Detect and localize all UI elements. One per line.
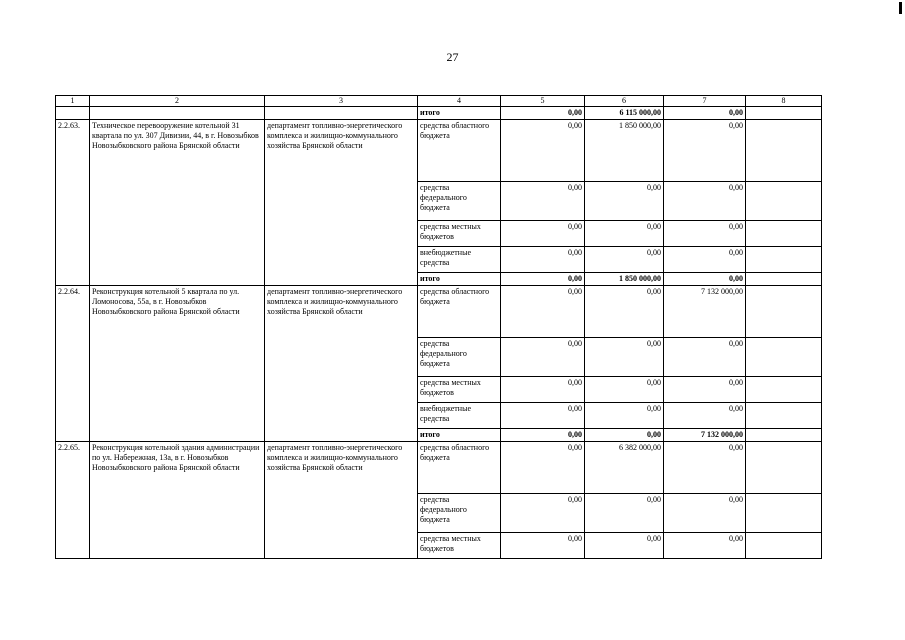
value-cell: 0,00 [664,533,746,559]
budget-table [55,95,822,559]
value-cell: 0,00 [585,377,664,403]
value-cell [746,273,822,286]
source-cell: средства федерального бюджета [418,338,501,377]
source-cell: средства местных бюджетов [418,377,501,403]
item-name: Реконструкция котельной 5 квартала по ул. Ломоносова, 55а, в г. Новозыбков Новозыбковского района Брянской области [90,286,265,442]
value-cell [746,286,822,338]
value-cell: 0,00 [585,403,664,429]
value-cell: 0,00 [501,286,585,338]
value-cell: 0,00 [664,221,746,247]
empty-cell [265,107,418,120]
value-cell: 0,00 [664,377,746,403]
header-cell: 2 [90,96,265,107]
value-cell: 0,00 [585,221,664,247]
value-cell: 0,00 [664,338,746,377]
item-number: 2.2.63. [56,120,90,286]
value-cell: 0,00 [585,247,664,273]
table-row [56,442,822,494]
value-cell [746,377,822,403]
source-cell: итого [418,107,501,120]
item-number: 2.2.65. [56,442,90,559]
value-cell: 0,00 [501,221,585,247]
value-cell: 1 850 000,00 [585,273,664,286]
value-cell [746,107,822,120]
value-cell: 0,00 [585,182,664,221]
page-number: 27 [446,50,459,64]
header-cell: 7 [664,96,746,107]
item-executor: департамент топливно-энергетического комплекса и жилищно-коммунального хозяйства Брянской области [265,120,418,286]
value-cell: 0,00 [664,442,746,494]
header-cell: 8 [746,96,822,107]
value-cell: 0,00 [501,533,585,559]
source-cell: средства федерального бюджета [418,182,501,221]
table-row [56,286,822,338]
source-cell: итого [418,429,501,442]
item-executor: департамент топливно-энергетического комплекса и жилищно-коммунального хозяйства Брянской области [265,286,418,442]
value-cell: 0,00 [664,494,746,533]
header-row [56,96,822,107]
source-cell: средства федерального бюджета [418,494,501,533]
item-number: 2.2.64. [56,286,90,442]
source-cell: средства областного бюджета [418,442,501,494]
header-cell: 1 [56,96,90,107]
header-cell: 5 [501,96,585,107]
value-cell: 0,00 [585,338,664,377]
header-cell: 3 [265,96,418,107]
value-cell: 0,00 [501,442,585,494]
value-cell: 0,00 [585,494,664,533]
item-executor: департамент топливно-энергетического комплекса и жилищно-коммунального хозяйства Брянской области [265,442,418,559]
source-cell: средства областного бюджета [418,120,501,182]
table-row-carried-total [56,107,822,120]
empty-cell [56,107,90,120]
source-cell: средства местных бюджетов [418,221,501,247]
value-cell: 0,00 [585,286,664,338]
source-cell: итого [418,273,501,286]
value-cell [746,533,822,559]
source-cell: средства областного бюджета [418,286,501,338]
value-cell: 6 115 000,00 [585,107,664,120]
value-cell [746,403,822,429]
value-cell [746,221,822,247]
corner-scan-mark [899,2,902,14]
header-cell: 6 [585,96,664,107]
header-cell: 4 [418,96,501,107]
value-cell: 0,00 [501,107,585,120]
value-cell: 0,00 [501,247,585,273]
value-cell [746,247,822,273]
value-cell: 0,00 [501,494,585,533]
value-cell: 0,00 [501,403,585,429]
source-cell: внебюджетные средства [418,403,501,429]
value-cell [746,338,822,377]
value-cell: 0,00 [501,273,585,286]
item-name: Техническое перевооружение котельной 31 квартала по ул. 307 Дивизии, 44, в г. Новозыбков Новозыбковского района Брянской области [90,120,265,286]
value-cell: 0,00 [501,182,585,221]
value-cell [746,182,822,221]
value-cell: 0,00 [585,533,664,559]
table-row [56,120,822,182]
value-cell: 7 132 000,00 [664,286,746,338]
value-cell: 1 850 000,00 [585,120,664,182]
empty-cell [90,107,265,120]
source-cell: внебюджетные средства [418,247,501,273]
value-cell: 0,00 [664,120,746,182]
value-cell: 0,00 [501,429,585,442]
value-cell: 6 382 000,00 [585,442,664,494]
value-cell [746,429,822,442]
value-cell: 0,00 [664,403,746,429]
value-cell: 0,00 [501,120,585,182]
value-cell: 0,00 [585,429,664,442]
source-cell: средства местных бюджетов [418,533,501,559]
value-cell: 7 132 000,00 [664,429,746,442]
value-cell [746,120,822,182]
value-cell: 0,00 [501,338,585,377]
value-cell [746,442,822,494]
value-cell: 0,00 [664,107,746,120]
value-cell: 0,00 [664,182,746,221]
value-cell: 0,00 [664,273,746,286]
item-name: Реконструкция котельной здания администрации по ул. Набережная, 13а, в г. Новозыбков Новозыбковского района Брянской области [90,442,265,559]
value-cell: 0,00 [664,247,746,273]
value-cell: 0,00 [501,377,585,403]
value-cell [746,494,822,533]
